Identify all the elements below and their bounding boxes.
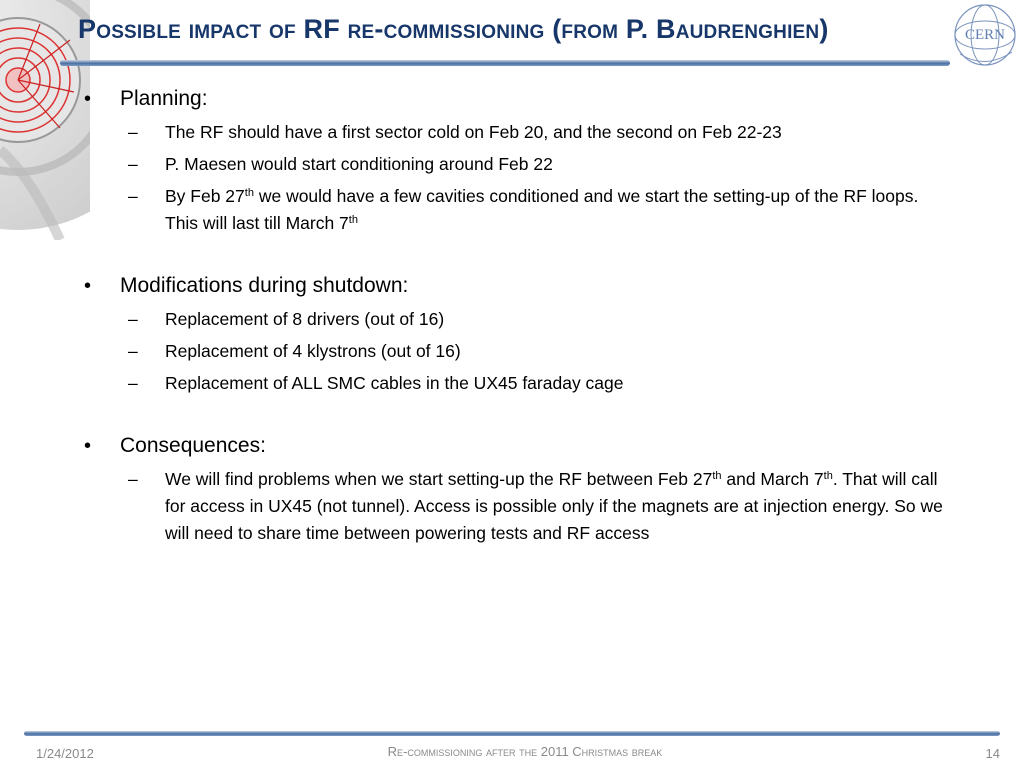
sub-bullet-text: we would have a few cavities conditioned and we start the setting-up of the RF loops. This will last till March 7 bbox=[165, 186, 919, 233]
bullet-group bbox=[84, 271, 954, 397]
sub-bullet bbox=[84, 466, 954, 547]
sub-bullet bbox=[84, 183, 954, 237]
sub-bullet-text: Replacement of 4 klystrons (out of 16) bbox=[165, 341, 461, 361]
slide-number: 14 bbox=[985, 746, 1000, 761]
lhc-event-display-graphic bbox=[0, 0, 90, 240]
sub-bullet-text: Replacement of 8 drivers (out of 16) bbox=[165, 309, 445, 329]
bullet-heading: • Consequences: bbox=[84, 431, 954, 461]
footer-subtitle: Re-commissioning after the 2011 Christmas break bbox=[387, 744, 663, 759]
footer-rule bbox=[24, 731, 1000, 736]
slide-title: Possible impact of RF re-commissioning (from P. Baudrenghien) bbox=[78, 14, 829, 44]
ordinal-suffix: th bbox=[348, 214, 358, 226]
cern-logo bbox=[952, 2, 1018, 72]
sub-bullet-text: . That will call for access in UX45 (not tunnel). Access is possible only if the magnets are at injection energy. So we will need to share time between powering tests and RF access bbox=[165, 469, 943, 543]
sub-bullet-text: P. Maesen would start conditioning around Feb 22 bbox=[165, 154, 553, 174]
footer-date: 1/24/2012 bbox=[36, 746, 94, 761]
ordinal-suffix: th bbox=[244, 187, 254, 199]
bullet-group bbox=[84, 431, 954, 547]
sub-bullet-text: The RF should have a first sector cold on Feb 20, and the second on Feb 22-23 bbox=[165, 122, 782, 142]
sub-bullet-text: We will find problems when we start setting-up the RF between Feb 27 bbox=[165, 469, 713, 489]
bullet-heading: • Modifications during shutdown: bbox=[84, 271, 954, 301]
bullet-heading: • Planning: bbox=[84, 84, 954, 114]
title-underline bbox=[60, 60, 950, 66]
slide-content bbox=[84, 84, 954, 547]
bullet-group bbox=[84, 84, 954, 237]
sub-bullet bbox=[84, 306, 954, 333]
ordinal-suffix: th bbox=[823, 470, 833, 482]
sub-bullet-text: and March 7 bbox=[721, 469, 824, 489]
sub-bullet bbox=[84, 338, 954, 365]
cern-logo-text: CERN bbox=[964, 27, 1006, 43]
sub-bullet bbox=[84, 151, 954, 178]
ordinal-suffix: th bbox=[712, 470, 722, 482]
sub-bullet-text: By Feb 27 bbox=[165, 186, 245, 206]
sub-bullet bbox=[84, 119, 954, 146]
sub-bullet-text: Replacement of ALL SMC cables in the UX45 faraday cage bbox=[165, 373, 624, 393]
sub-bullet bbox=[84, 370, 954, 397]
